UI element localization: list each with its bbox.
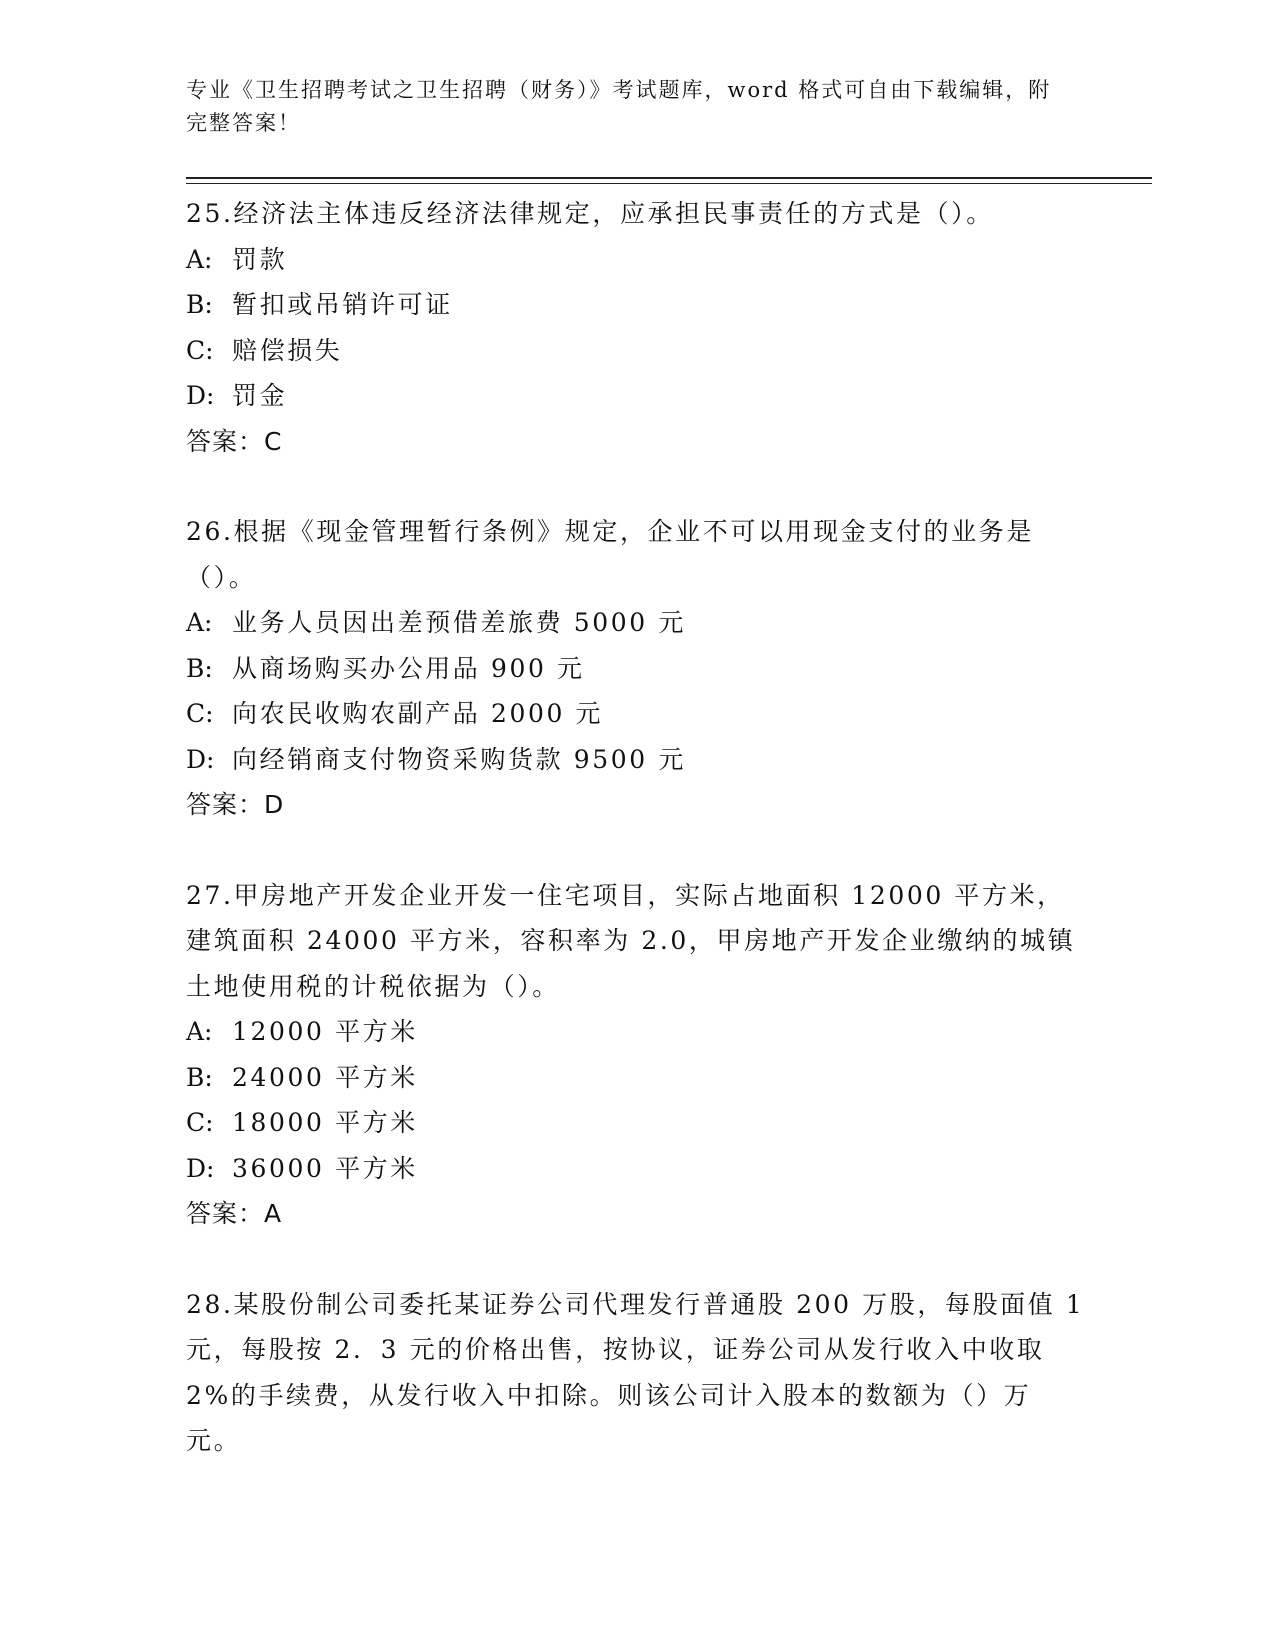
option-text: 向农民收购农副产品 2000 元 xyxy=(232,699,604,728)
option-letter: C: xyxy=(186,1108,214,1137)
option-text: 从商场购买办公用品 900 元 xyxy=(232,653,585,683)
option-letter: B: xyxy=(186,653,213,683)
option-b xyxy=(186,282,1086,328)
question-26 xyxy=(186,509,1086,828)
question-text: 28.某股份制公司委托某证券公司代理发行普通股 200 万股，每股面值 1 元，每股按 2．3 元的价格出售，按协议，证券公司从发行收入中收取 2%的手续费，从发行收入中扣除。则该公司计入股本的数额为（）万元。 xyxy=(186,1289,1085,1455)
question-28 xyxy=(186,1282,1086,1464)
option-a xyxy=(186,237,1086,283)
option-letter: A: xyxy=(186,1017,213,1046)
option-letter: D: xyxy=(186,744,215,774)
option-text: 向经销商支付物资采购货款 9500 元 xyxy=(232,744,686,774)
option-c xyxy=(186,691,1086,737)
option-letter: D: xyxy=(186,381,215,410)
option-letter: B: xyxy=(186,1062,213,1092)
option-text: 24000 平方米 xyxy=(232,1062,418,1092)
answer-text: 答案：D xyxy=(186,790,285,819)
option-text: 12000 平方米 xyxy=(232,1017,418,1046)
option-a xyxy=(186,1009,1086,1055)
option-text: 赔偿损失 xyxy=(232,335,343,365)
option-d xyxy=(186,1146,1086,1192)
question-list xyxy=(186,191,1086,1509)
option-text: 36000 平方米 xyxy=(232,1153,418,1183)
answer-text: 答案：C xyxy=(186,426,283,456)
option-c xyxy=(186,1100,1086,1146)
question-text: 27.甲房地产开发企业开发一住宅项目，实际占地面积 12000 平方米，建筑面积 24000 平方米，容积率为 2.0，甲房地产开发企业缴纳的城镇土地使用税的计税依据为（）。 xyxy=(186,880,1076,1001)
option-text: 业务人员因出差预借差旅费 5000 元 xyxy=(232,608,686,637)
option-letter: B: xyxy=(186,290,213,319)
option-text: 18000 平方米 xyxy=(232,1108,418,1137)
option-letter: D: xyxy=(186,1153,215,1183)
option-b xyxy=(186,1055,1086,1101)
option-letter: C: xyxy=(186,699,214,728)
option-d xyxy=(186,373,1086,419)
document-header: 专业《卫生招聘考试之卫生招聘（财务）》考试题库，word 格式可自由下载编辑，附完整答案！ xyxy=(186,78,1052,135)
question-text: 26.根据《现金管理暂行条例》规定，企业不可以用现金支付的业务是（）。 xyxy=(186,517,1034,592)
option-letter: A: xyxy=(186,608,213,637)
option-letter: C: xyxy=(186,335,214,365)
question-27 xyxy=(186,873,1086,1237)
option-text: 罚金 xyxy=(232,381,288,410)
option-text: 罚款 xyxy=(232,244,288,274)
question-text: 25.经济法主体违反经济法律规定，应承担民事责任的方式是（）。 xyxy=(186,199,994,228)
option-b xyxy=(186,646,1086,692)
option-c xyxy=(186,328,1086,374)
header-divider-thick xyxy=(186,177,1152,179)
option-letter: A: xyxy=(186,244,213,274)
option-a xyxy=(186,600,1086,646)
option-text: 暂扣或吊销许可证 xyxy=(232,290,453,319)
answer-text: 答案：A xyxy=(186,1199,283,1228)
question-25 xyxy=(186,191,1086,464)
header-divider-thin xyxy=(186,183,1152,184)
option-d xyxy=(186,737,1086,783)
